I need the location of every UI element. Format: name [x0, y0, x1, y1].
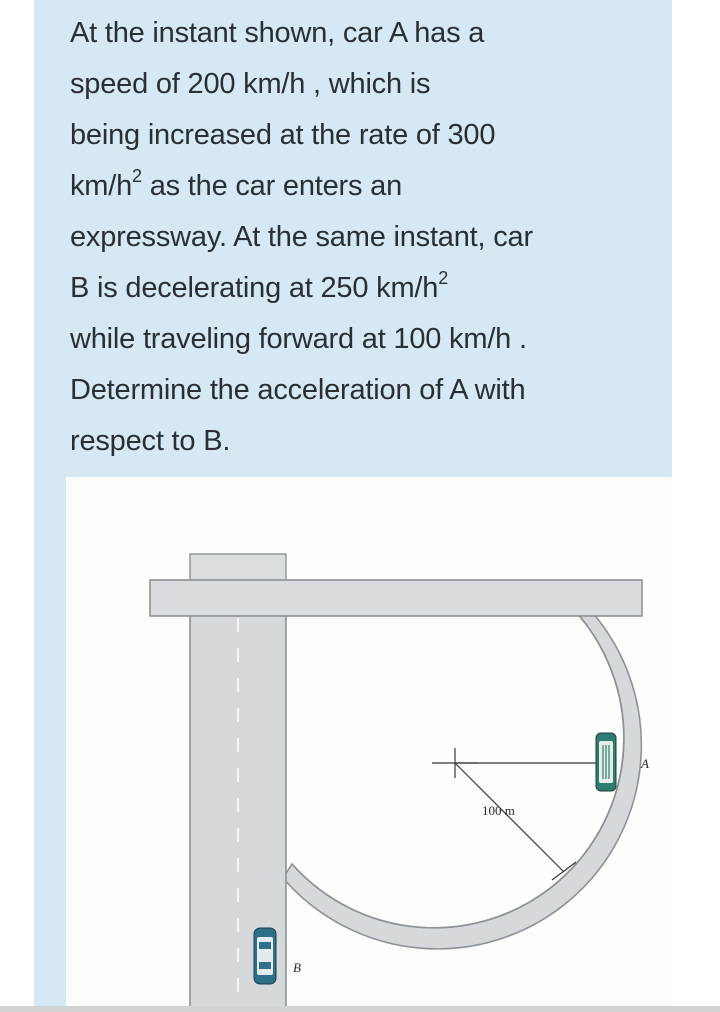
question-line-4-rest: as the car enters an	[141, 170, 403, 202]
car-a	[596, 733, 616, 791]
question-line-6	[70, 263, 660, 314]
question-line-4-exponent: 2	[132, 166, 142, 187]
question-text	[70, 8, 660, 467]
question-line-1: At the instant shown, car A has a	[70, 17, 485, 49]
road-diagram	[66, 477, 672, 1012]
question-line-5: expressway. At the same instant, car	[70, 221, 533, 253]
question-line-7: while traveling forward at 100 km/h .	[70, 323, 527, 355]
question-line-6-text: B is decelerating at 250 km/h	[70, 272, 439, 304]
figure-panel	[66, 477, 672, 1012]
question-line-9: respect to B.	[70, 425, 231, 457]
curved-ramp	[283, 612, 641, 949]
question-line-3: being increased at the rate of 300	[70, 119, 496, 151]
question-line-4-unit: km/h	[70, 170, 133, 202]
question-line-2: speed of 200 km/h , which is	[70, 68, 431, 100]
bottom-edge	[0, 1006, 720, 1012]
question-line-8: Determine the acceleration of A with	[70, 374, 526, 406]
car-a-label: A	[641, 756, 649, 771]
expressway	[150, 580, 642, 616]
car-b	[254, 928, 276, 984]
radius-label: 100 m	[482, 803, 515, 818]
question-line-6-exponent: 2	[438, 268, 448, 289]
car-b-label: B	[293, 960, 301, 975]
question-line-4	[70, 161, 660, 212]
